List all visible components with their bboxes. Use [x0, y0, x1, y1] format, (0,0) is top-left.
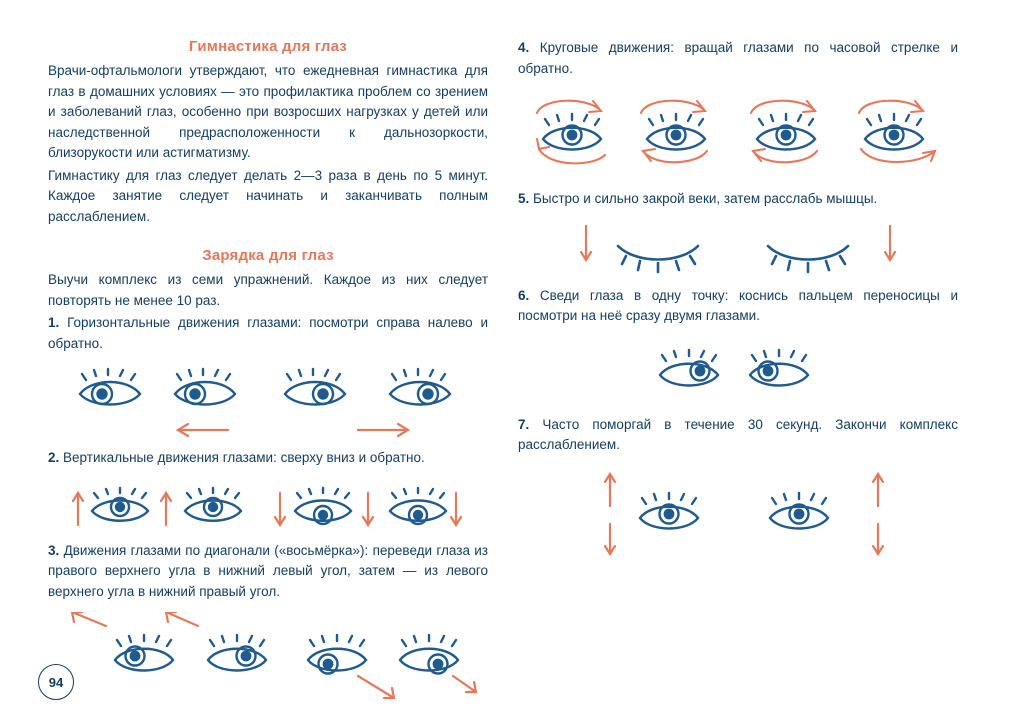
exercise-item-7 — [518, 415, 958, 456]
exercise-7-text: Часто поморгай в течение 30 секунд. Закончи комплекс расслаблением. — [518, 416, 958, 453]
exercise-item-4 — [518, 38, 958, 79]
exercise-item-5 — [518, 189, 958, 210]
exercise-5-number: 5. — [518, 191, 530, 207]
intro-paragraph-1: Врачи-офтальмологи утверждают, что ежедневная гимнастика для глаз в домашних условиях — это профилактика проблем со зрением и заболеваний глаз, особенно при возросших нагрузках у детей или наследственной предрасположенности к дальнозоркости, близорукости или астигматизму. — [48, 63, 488, 161]
figure-circular-movement — [518, 89, 958, 185]
exercise-3-text: Движения глазами по диагонали («восьмёрка»): переведи глаза из правого верхнего угла в нижний левый угол, затем — из левого верхнего угла в нижний правый угол. — [48, 542, 488, 599]
right-column — [518, 38, 958, 566]
figure-vertical-movement — [48, 479, 488, 537]
exercise-4-number: 4. — [518, 40, 530, 55]
exercise-1-number: 1. — [48, 315, 60, 331]
figure-horizontal-movement — [48, 364, 488, 444]
figure-closed-eyes — [518, 220, 958, 282]
exercise-item-1 — [48, 313, 488, 354]
figure-diagonal-movement — [48, 612, 488, 704]
intro-paragraph-2: Гимнастику для глаз следует делать 2—3 раза в день по 5 минут. Каждое занятие следует начинать и заканчивать полным расслаблением. — [48, 167, 488, 224]
exercise-6-text: Сведи глаза в одну точку: коснись пальцем переносицы и посмотри на неё сразу двумя глазами. — [518, 287, 958, 324]
exercise-7-number: 7. — [518, 416, 530, 432]
section-title-exercise: Зарядка для глаз — [202, 247, 334, 265]
exercise-1-text: Горизонтальные движения глазами: посмотри справа налево и обратно. — [48, 315, 488, 351]
page-number: 94 — [38, 664, 74, 700]
exercise-item-3 — [48, 541, 488, 603]
exercise-2-number: 2. — [48, 450, 60, 466]
exercise-item-2 — [48, 448, 488, 469]
exercise-intro-paragraph: Выучи комплекс из семи упражнений. Каждое из них следует повторять не менее 10 раз. — [48, 272, 488, 308]
left-column — [48, 38, 488, 708]
figure-converging-eyes — [518, 337, 958, 399]
section-title-gymnastics: Гимнастика для глаз — [189, 38, 347, 55]
exercise-5-text: Быстро и сильно закрой веки, затем расслабь мышцы. — [533, 191, 878, 207]
exercise-item-6 — [518, 286, 958, 327]
exercise-4-text: Круговые движения: вращай глазами по часовой стрелке и обратно. — [518, 40, 958, 76]
exercise-2-text: Вертикальные движения глазами: сверху вниз и обратно. — [63, 450, 425, 466]
exercise-3-number: 3. — [48, 542, 60, 558]
exercise-6-number: 6. — [518, 287, 530, 303]
figure-blinking-eyes — [518, 466, 958, 562]
